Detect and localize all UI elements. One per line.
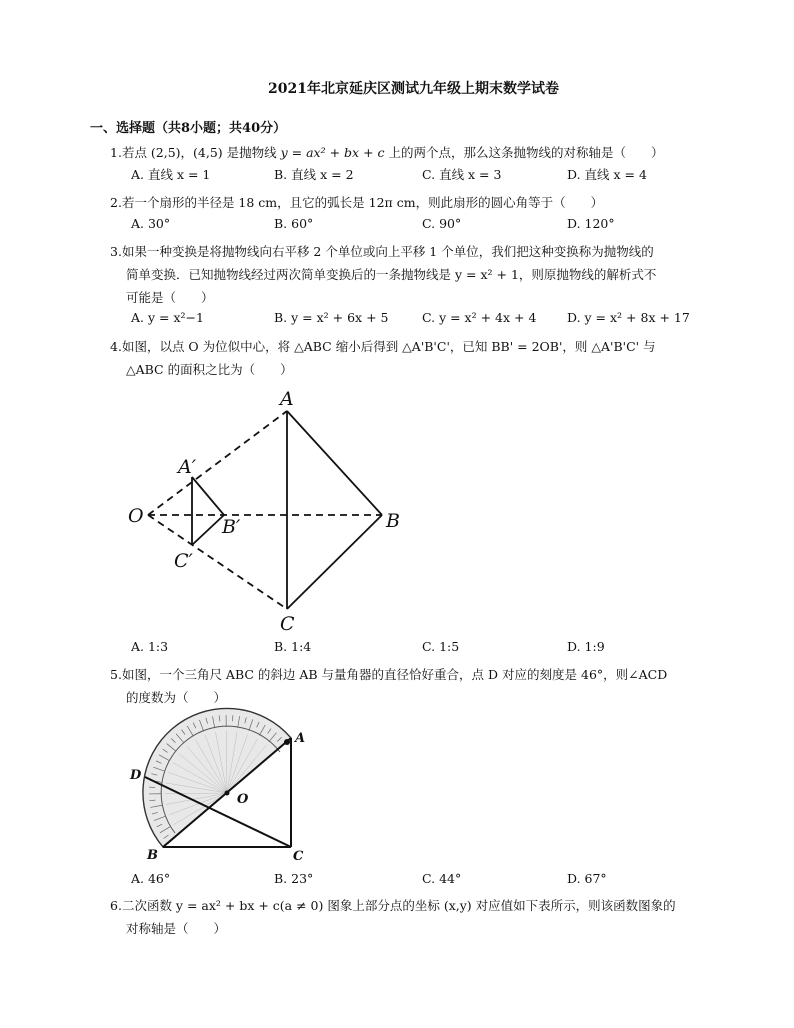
q6-text-line2: 对称轴是（ ） xyxy=(126,921,227,936)
question-1 xyxy=(110,143,664,161)
edge-ab xyxy=(287,411,382,515)
question-4 xyxy=(110,337,656,355)
q2-option-b[interactable]: B. 60° xyxy=(274,216,314,231)
q3-option-c[interactable]: C. y = x² + 4x + 4 xyxy=(422,310,537,325)
q5-option-c[interactable]: C. 44° xyxy=(422,871,462,886)
q1-number: 1. xyxy=(110,145,122,160)
question-6 xyxy=(110,896,676,914)
label-c: C xyxy=(293,849,304,864)
label-o: O xyxy=(128,505,144,527)
label-a-prime: A′ xyxy=(178,456,197,478)
label-b: B xyxy=(147,848,158,863)
section-heading: 一、选择题（共8小题；共40分） xyxy=(90,121,287,136)
label-b: B xyxy=(386,510,400,532)
q1-text-pre: 若点 (2,5)，(4,5) 是抛物线 xyxy=(121,145,281,160)
q4-option-c[interactable]: C. 1:5 xyxy=(422,639,460,654)
q3-option-b[interactable]: B. y = x² + 6x + 5 xyxy=(274,310,389,325)
q1-option-a[interactable]: A. 直线 x = 1 xyxy=(131,167,211,182)
edge-bc xyxy=(287,515,382,609)
q5-number: 5. xyxy=(110,667,122,682)
q6-number: 6. xyxy=(110,898,122,913)
protractor-body xyxy=(143,708,291,847)
q4-text-line1: 如图，以点 O 为位似中心，将 △ABC 缩小后得到 △A'B'C'，已知 BB' = 2OB'，则 △A'B'C' 与 xyxy=(121,339,656,354)
q5-figure xyxy=(125,705,325,865)
q5-option-b[interactable]: B. 23° xyxy=(274,871,314,886)
edge-b1c1 xyxy=(192,515,224,545)
q6-text-line1: 二次函数 y = ax² + bx + c(a ≠ 0) 图象上部分点的坐标 (x,y) 对应值如下表所示，则该函数图象的 xyxy=(121,898,676,913)
q5-option-a[interactable]: A. 46° xyxy=(131,871,171,886)
q3-text-line1: 如果一种变换是将抛物线向右平移 2 个单位或向上平移 1 个单位，我们把这种变换称为抛物线的 xyxy=(121,244,654,259)
q3-text-line2: 简单变换．已知抛物线经过两次简单变换后的一条抛物线是 y = x² + 1，则原抛物线的解析式不 xyxy=(126,267,657,282)
q2-number: 2. xyxy=(110,195,122,210)
q2-option-c[interactable]: C. 90° xyxy=(422,216,462,231)
q1-option-c[interactable]: C. 直线 x = 3 xyxy=(422,167,502,182)
label-d: D xyxy=(130,768,142,783)
q4-figure xyxy=(120,385,410,640)
question-3 xyxy=(110,242,654,260)
q5-text-line1: 如图，一个三角尺 ABC 的斜边 AB 与量角器的直径恰好重合，点 D 对应的刻度是 46°，则∠ACD xyxy=(121,667,668,682)
q1-option-d[interactable]: D. 直线 x = 4 xyxy=(567,167,647,182)
q4-option-a[interactable]: A. 1:3 xyxy=(131,639,169,654)
point-a xyxy=(284,739,290,745)
center-point-o xyxy=(225,791,230,796)
edge-a1b1 xyxy=(192,477,224,515)
q4-text-line2: △ABC 的面积之比为（ ） xyxy=(126,362,293,377)
q3-option-d[interactable]: D. y = x² + 8x + 17 xyxy=(567,310,690,325)
q4-option-d[interactable]: D. 1:9 xyxy=(567,639,605,654)
q4-option-b[interactable]: B. 1:4 xyxy=(274,639,312,654)
q1-formula: y = ax² + bx + c xyxy=(280,145,385,160)
label-a: A xyxy=(280,388,294,410)
label-a: A xyxy=(295,731,306,746)
q1-option-b[interactable]: B. 直线 x = 2 xyxy=(274,167,354,182)
q2-text: 若一个扇形的半径是 18 cm，且它的弧长是 12π cm，则此扇形的圆心角等于（ ） xyxy=(121,195,604,210)
q3-number: 3. xyxy=(110,244,122,259)
question-5 xyxy=(110,665,667,683)
label-c: C xyxy=(280,613,295,635)
label-b-prime: B′ xyxy=(222,516,241,538)
label-o: O xyxy=(237,792,249,807)
q3-option-a[interactable]: A. y = x²−1 xyxy=(131,310,204,325)
q5-text-line2: 的度数为（ ） xyxy=(126,690,227,705)
question-2 xyxy=(110,193,603,211)
q3-text-line3: 可能是（ ） xyxy=(126,290,214,305)
label-c-prime: C′ xyxy=(174,550,193,572)
q2-option-d[interactable]: D. 120° xyxy=(567,216,615,231)
q1-text-post: 上的两个点，那么这条抛物线的对称轴是（ ） xyxy=(384,145,664,160)
ray-oc xyxy=(148,515,287,609)
page-title: 2021年北京延庆区测试九年级上期末数学试卷 xyxy=(268,81,559,97)
ray-oa xyxy=(148,411,287,515)
q2-option-a[interactable]: A. 30° xyxy=(131,216,171,231)
q4-number: 4. xyxy=(110,339,122,354)
q5-option-d[interactable]: D. 67° xyxy=(567,871,607,886)
